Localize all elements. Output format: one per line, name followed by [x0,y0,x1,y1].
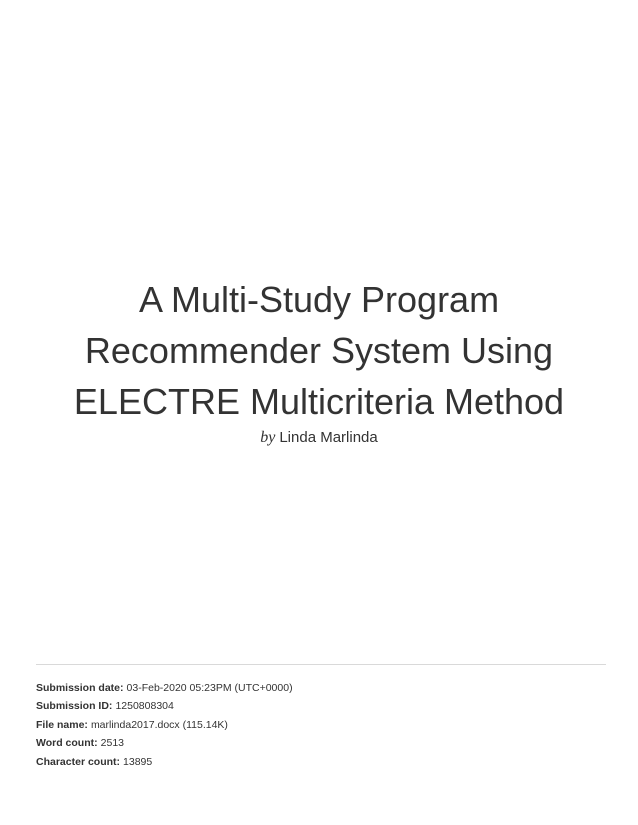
word-count-value: 2513 [100,737,124,750]
file-name-value: marlinda2017.docx (115.14K) [90,718,228,731]
submission-date-row [36,679,596,697]
submission-id-row [36,697,596,715]
character-count-row [36,753,596,771]
file-name-row [36,716,596,734]
submission-date-label: Submission date: [36,682,124,694]
document-title-line-1: A Multi-Study Program [138,279,500,320]
divider [36,664,606,665]
by-label: by [260,429,276,446]
word-count-row [36,734,596,752]
document-title-line-2: Recommender System Using [84,330,554,371]
submission-id-label: Submission ID: [36,700,113,713]
submission-info [36,679,596,771]
byline [0,429,638,447]
author-name: Linda Marlinda [279,429,378,446]
submission-id-value: 1250808304 [115,700,174,713]
document-title-line-3: ELECTRE Multicriteria Method [73,381,565,422]
word-count-label: Word count: [36,737,98,750]
character-count-value: 13895 [123,755,153,768]
submission-date-value: 03-Feb-2020 05:23PM (UTC+0000) [126,682,293,694]
title-block [0,274,638,447]
character-count-label: Character count: [36,755,121,768]
file-name-label: File name: [36,718,88,731]
